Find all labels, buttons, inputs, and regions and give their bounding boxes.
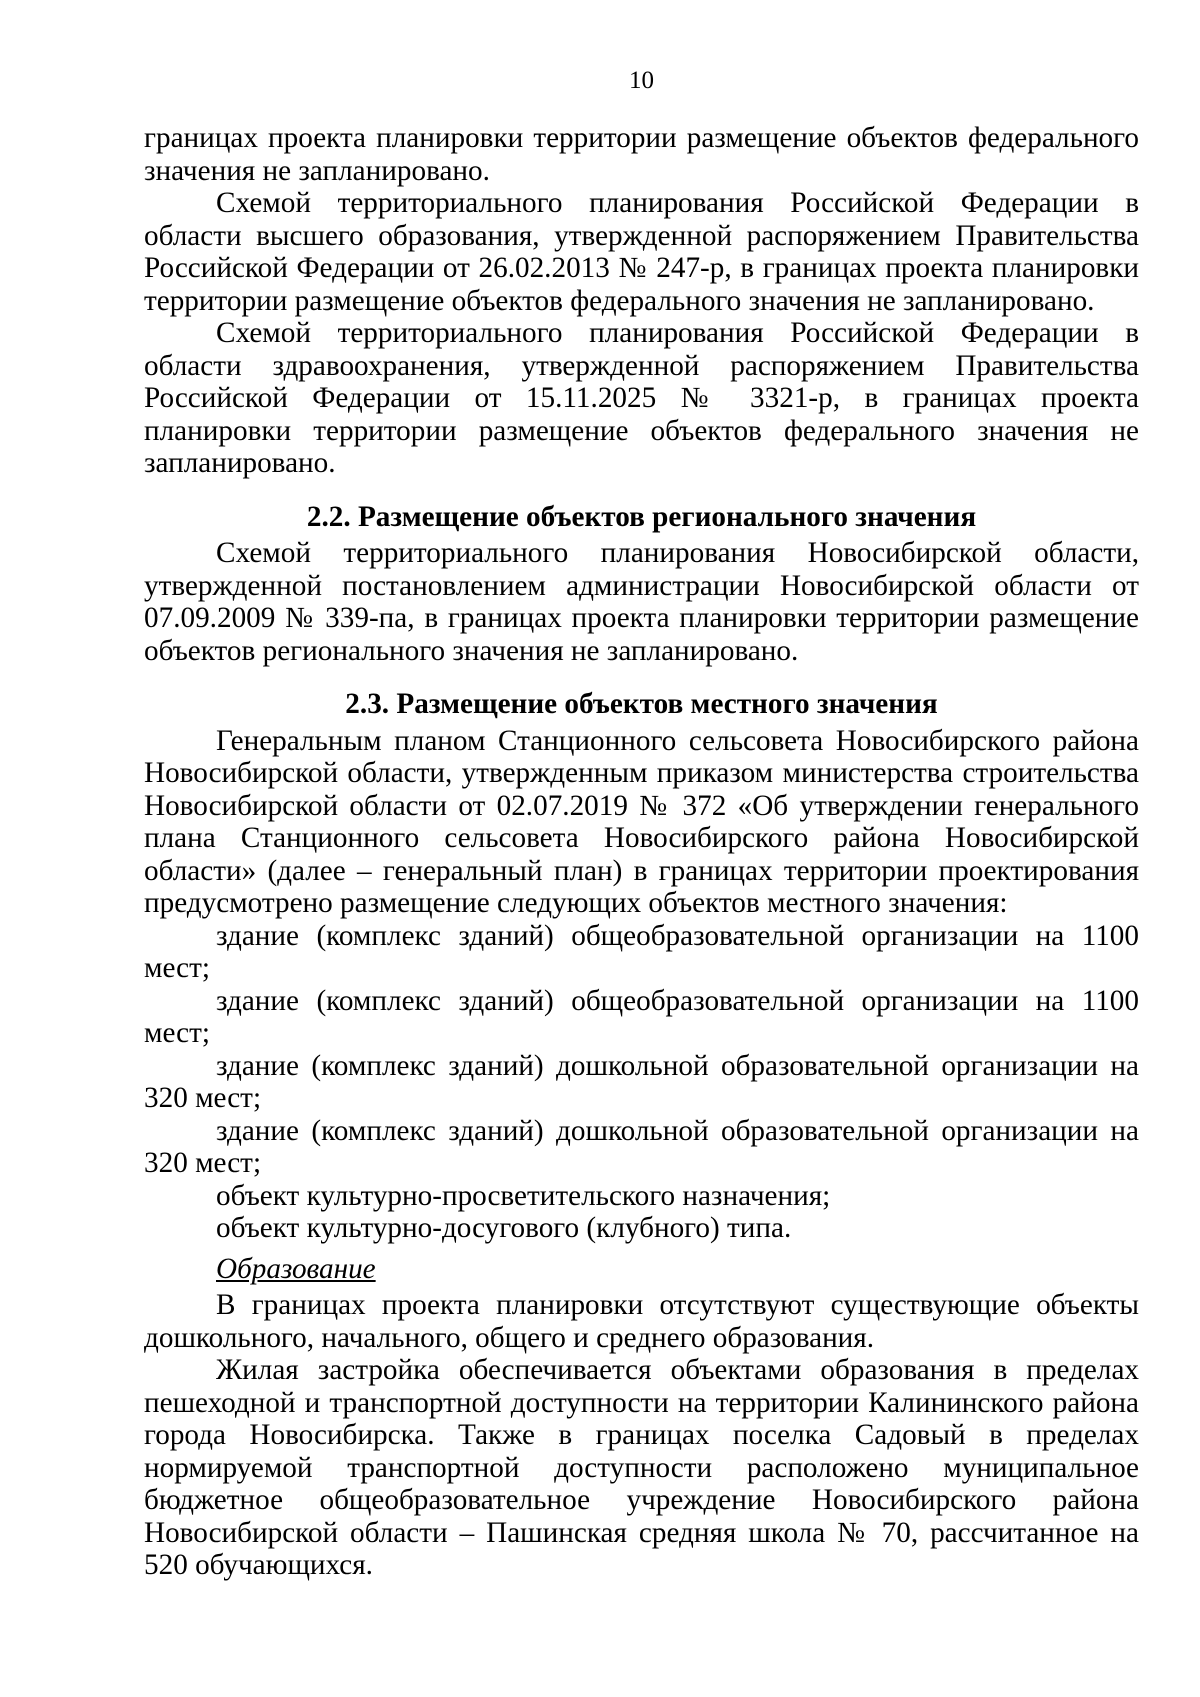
- paragraph-federal-healthcare: Схемой территориального планирования Российской Федерации в области здравоохранения, утвержденной распоряжением Правительства Российской Федерации от 15.11.2025 № 3321-р, в границах проекта планировки территории размещение объектов федерального значения не запланировано.: [144, 317, 1139, 479]
- list-item-school-2: здание (комплекс зданий) общеобразовательной организации на 1100 мест;: [144, 984, 1139, 1049]
- paragraph-federal-continuation: границах проекта планировки территории размещение объектов федерального значения не запланировано.: [144, 122, 1139, 187]
- document-page: [144, 66, 1139, 1582]
- heading-local-objects: 2.3. Размещение объектов местного значения: [345, 688, 938, 720]
- heading-regional-objects: 2.2. Размещение объектов регионального значения: [306, 500, 977, 533]
- page-number: 10: [629, 67, 654, 94]
- list-item-kindergarten-2: здание (комплекс зданий) дошкольной образовательной организации на 320 мест;: [144, 1114, 1139, 1179]
- subheading-education: Образование: [216, 1252, 376, 1285]
- list-item-school-1: здание (комплекс зданий) общеобразовательной организации на 1100 мест;: [144, 919, 1139, 984]
- paragraph-no-existing-schools: В границах проекта планировки отсутствуют существующие объекты дошкольного, начального, общего и среднего образования.: [144, 1289, 1139, 1354]
- list-item-kindergarten-1: здание (комплекс зданий) дошкольной образовательной организации на 320 мест;: [144, 1049, 1139, 1114]
- paragraph-regional-scheme: Схемой территориального планирования Новосибирской области, утвержденной постановлением администрации Новосибирской области от 07.09.2009 № 339-па, в границах проекта планировки территории размещение объектов регионального значения не запланировано.: [144, 537, 1139, 667]
- paragraph-general-plan: Генеральным планом Станционного сельсовета Новосибирского района Новосибирской области, утвержденным приказом министерства строительства Новосибирской области от 02.07.2019 № 372 «Об утверждении генерального плана Станционного сельсовета Новосибирского района Новосибирской области» (далее – генеральный план) в границах территории проектирования предусмотрено размещение следующих объектов местного значения:: [144, 724, 1139, 919]
- list-item-cultural-leisure: объект культурно-досугового (клубного) типа.: [216, 1212, 792, 1244]
- list-item-cultural-educational: объект культурно-просветительского назначения;: [216, 1179, 831, 1212]
- paragraph-federal-higher-education: Схемой территориального планирования Российской Федерации в области высшего образования, утвержденной распоряжением Правительства Российской Федерации от 26.02.2013 № 247-р, в границах проекта планировки территории размещение объектов федерального значения не запланировано.: [144, 187, 1139, 317]
- paragraph-school-accessibility: Жилая застройка обеспечивается объектами образования в пределах пешеходной и транспортной доступности на территории Калининского района города Новосибирска. Также в границах поселка Садовый в пределах нормируемой транспортной доступности расположено муниципальное бюджетное общеобразовательное учреждение Новосибирского района Новосибирской области – Пашинская средняя школа № 70, рассчитанное на 520 обучающихся.: [144, 1354, 1139, 1581]
